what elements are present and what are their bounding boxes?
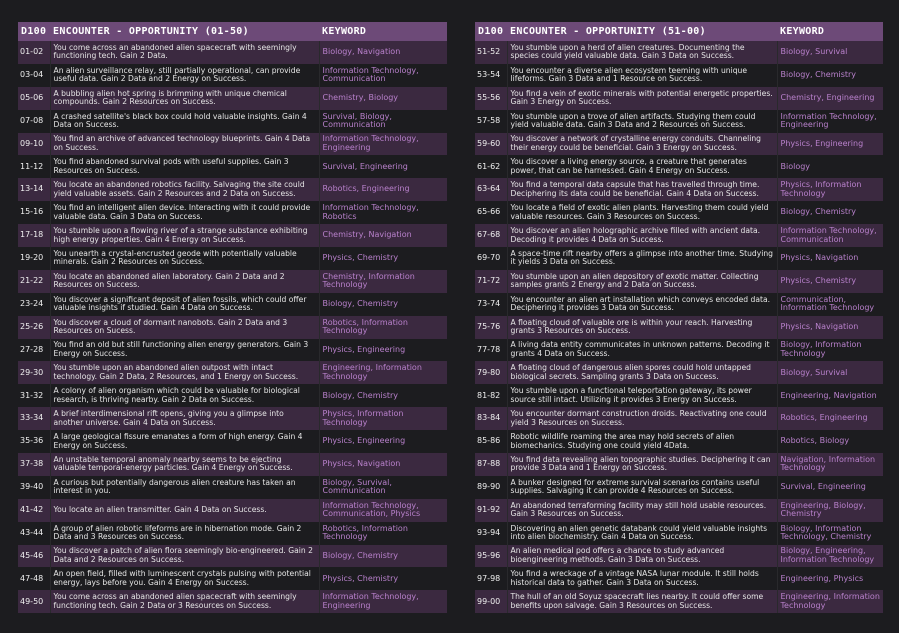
header-d100: D100 — [18, 22, 50, 41]
keyword-cell: Biology, Chemistry — [777, 201, 883, 224]
table-row — [18, 430, 447, 453]
table-row — [18, 545, 447, 568]
keyword-cell: Physics, Information Technology — [319, 407, 447, 430]
keyword-cell: Engineering, Information Technology — [777, 590, 883, 613]
encounter-text: A space-time rift nearby offers a glimpse into another time. Studying it yields 3 Data on Success. — [507, 247, 777, 270]
keyword-cell: Chemistry, Engineering — [777, 87, 883, 110]
roll-range: 67-68 — [475, 224, 507, 247]
table-row — [18, 247, 447, 270]
encounter-text: You come across an abandoned alien spacecraft with seemingly functioning tech. Gain 2 Data. — [50, 41, 319, 64]
roll-range: 29-30 — [18, 361, 50, 384]
roll-range: 41-42 — [18, 499, 50, 522]
keyword-cell: Physics, Navigation — [777, 316, 883, 339]
table-row — [475, 522, 883, 545]
keyword-cell: Biology, Engineering, Information Technology — [777, 545, 883, 568]
roll-range: 93-94 — [475, 522, 507, 545]
table-row — [18, 178, 447, 201]
table-row — [475, 224, 883, 247]
table-row — [18, 87, 447, 110]
keyword-cell: Physics, Chemistry — [319, 247, 447, 270]
encounter-text: The hull of an old Soyuz spacecraft lies nearby. It could offer some benefits upon salvage. Gain 3 Resources on Success. — [507, 590, 777, 613]
encounter-text: A large geological fissure emanates a form of high energy. Gain 4 Energy on Success. — [50, 430, 319, 453]
table-row — [475, 64, 883, 87]
roll-range: 57-58 — [475, 110, 507, 133]
encounter-text: You locate an abandoned robotics facility. Salvaging the site could yield valuable assets. Gain 2 Resources and 2 Data on Success. — [50, 178, 319, 201]
table-row — [18, 567, 447, 590]
opportunity-table-51-00 — [475, 22, 883, 613]
keyword-cell: Engineering, Navigation — [777, 384, 883, 407]
roll-range: 23-24 — [18, 293, 50, 316]
encounter-text: You stumble upon a herd of alien creatures. Documenting the species could yield valuable data. Gain 3 Data on Success. — [507, 41, 777, 64]
encounter-text: You find data revealing alien topographic studies. Deciphering it can provide 3 Data and 1 Energy on Success. — [507, 453, 777, 476]
encounter-text: You find a temporal data capsule that has travelled through time. Deciphering its data could be beneficial. Gain 4 Data on Success. — [507, 178, 777, 201]
roll-range: 73-74 — [475, 293, 507, 316]
roll-range: 75-76 — [475, 316, 507, 339]
keyword-cell: Communication, Information Technology — [777, 293, 883, 316]
table-row — [18, 270, 447, 293]
keyword-cell: Engineering, Information Technology — [319, 361, 447, 384]
roll-range: 21-22 — [18, 270, 50, 293]
keyword-cell: Survival, Biology, Communication — [319, 110, 447, 133]
keyword-cell: Survival, Engineering — [319, 155, 447, 178]
keyword-cell: Physics, Chemistry — [777, 270, 883, 293]
table-row — [475, 41, 883, 64]
table-row — [475, 453, 883, 476]
encounter-text: A brief interdimensional rift opens, giving you a glimpse into another universe. Gain 4 Data on Success. — [50, 407, 319, 430]
table-row — [475, 567, 883, 590]
table-row — [18, 224, 447, 247]
table-row — [18, 293, 447, 316]
roll-range: 77-78 — [475, 339, 507, 362]
keyword-cell: Engineering, Biology, Chemistry — [777, 499, 883, 522]
encounter-text: You stumble upon an abandoned alien outpost with intact technology. Gain 2 Data, 2 Resources, and 1 Energy on Success. — [50, 361, 319, 384]
encounter-text: You locate an alien transmitter. Gain 4 Data on Success. — [50, 499, 319, 522]
keyword-cell: Biology, Chemistry — [319, 384, 447, 407]
encounter-text: You find a vein of exotic minerals with potential energetic properties. Gain 3 Energy on Success. — [507, 87, 777, 110]
table-row — [18, 384, 447, 407]
table-row — [475, 476, 883, 499]
encounter-text: An open field, filled with luminescent crystals pulsing with potential energy, lays before you. Gain 4 Energy on Success. — [50, 567, 319, 590]
table-row — [475, 499, 883, 522]
roll-range: 83-84 — [475, 407, 507, 430]
roll-range: 19-20 — [18, 247, 50, 270]
keyword-cell: Biology, Chemistry — [319, 293, 447, 316]
keyword-cell: Physics, Information Technology — [777, 178, 883, 201]
keyword-cell: Biology, Survival — [777, 41, 883, 64]
opportunity-table-01-50 — [18, 22, 447, 613]
roll-range: 43-44 — [18, 522, 50, 545]
encounter-text: You find a wreckage of a vintage NASA lunar module. It still holds historical data to gather. Gain 3 Data on Success. — [507, 567, 777, 590]
roll-range: 91-92 — [475, 499, 507, 522]
table-row — [475, 133, 883, 156]
table-row — [475, 178, 883, 201]
roll-range: 05-06 — [18, 87, 50, 110]
roll-range: 63-64 — [475, 178, 507, 201]
roll-range: 95-96 — [475, 545, 507, 568]
keyword-cell: Information Technology, Communication — [319, 64, 447, 87]
encounter-text: Robotic wildlife roaming the area may hold secrets of alien biomechanics. Studying one could yield 4Data. — [507, 430, 777, 453]
encounter-text: You discover a cloud of dormant nanobots. Gain 2 Data and 3 Resources on Sucess. — [50, 316, 319, 339]
keyword-cell: Robotics, Information Technology — [319, 522, 447, 545]
keyword-cell: Information Technology, Engineering — [777, 110, 883, 133]
table-row — [475, 293, 883, 316]
keyword-cell: Robotics, Engineering — [319, 178, 447, 201]
table-header-row — [18, 22, 447, 41]
encounter-text: A crashed satellite's black box could hold valuable insights. Gain 4 Data on Success. — [50, 110, 319, 133]
table-row — [475, 316, 883, 339]
roll-range: 79-80 — [475, 361, 507, 384]
roll-range: 85-86 — [475, 430, 507, 453]
keyword-cell: Robotics, Information Technology — [319, 316, 447, 339]
encounter-text: You discover an alien holographic archive filled with ancient data. Decoding it provides 4 Data on Success. — [507, 224, 777, 247]
roll-range: 35-36 — [18, 430, 50, 453]
encounter-text: You encounter a diverse alien ecosystem teeming with unique lifeforms. Gain 3 Data and 1 Resource on Success. — [507, 64, 777, 87]
table-row — [475, 110, 883, 133]
table-row — [475, 270, 883, 293]
roll-range: 07-08 — [18, 110, 50, 133]
encounter-text: An unstable temporal anomaly nearby seems to be ejecting valuable temporal-energy particles. Gain 4 Energy on Success. — [50, 453, 319, 476]
roll-range: 71-72 — [475, 270, 507, 293]
roll-range: 33-34 — [18, 407, 50, 430]
encounter-text: You unearth a crystal-encrusted geode with potentially valuable minerals. Gain 2 Resources on Success. — [50, 247, 319, 270]
roll-range: 15-16 — [18, 201, 50, 224]
roll-range: 49-50 — [18, 590, 50, 613]
roll-range: 89-90 — [475, 476, 507, 499]
keyword-cell: Chemistry, Biology — [319, 87, 447, 110]
encounter-text: You find an intelligent alien device. Interacting with it could provide valuable data. Gain 3 Data on Success. — [50, 201, 319, 224]
keyword-cell: Engineering, Physics — [777, 567, 883, 590]
header-keyword: KEYWORD — [319, 22, 447, 41]
encounter-text: You stumble upon a flowing river of a strange substance exhibiting high energy properties. Gain 4 Energy on Success. — [50, 224, 319, 247]
table-row — [18, 407, 447, 430]
encounter-text: You stumble upon a functional teleportation gateway, its power source still intact. Utilizing it provides 3 Energy on Success. — [507, 384, 777, 407]
keyword-cell: Biology — [777, 155, 883, 178]
keyword-cell: Physics, Engineering — [319, 339, 447, 362]
keyword-cell: Biology, Survival, Communication — [319, 476, 447, 499]
table-header-row — [475, 22, 883, 41]
table-row — [475, 430, 883, 453]
encounter-text: A group of alien robotic lifeforms are in hibernation mode. Gain 2 Data and 3 Resources on Success. — [50, 522, 319, 545]
roll-range: 53-54 — [475, 64, 507, 87]
encounter-text: A living data entity communicates in unknown patterns. Decoding it grants 4 Data on Success. — [507, 339, 777, 362]
encounter-text: An alien medical pod offers a chance to study advanced bioengineering methods. Gain 3 Data on Success. — [507, 545, 777, 568]
keyword-cell: Biology, Navigation — [319, 41, 447, 64]
roll-range: 47-48 — [18, 567, 50, 590]
encounter-text: A colony of alien organism which could be valuable for biological research, is thriving nearby. Gain 2 Data on Success. — [50, 384, 319, 407]
keyword-cell: Physics, Navigation — [319, 453, 447, 476]
keyword-cell: Information Technology, Robotics — [319, 201, 447, 224]
table-row — [475, 339, 883, 362]
table-row — [18, 110, 447, 133]
table-row — [475, 545, 883, 568]
encounter-text: Discovering an alien genetic databank could yield valuable insights into alien biochemistry. Gain 4 Data on Success. — [507, 522, 777, 545]
table-row — [18, 522, 447, 545]
encounter-text: You find abandoned survival pods with useful supplies. Gain 3 Resources on Success. — [50, 155, 319, 178]
roll-range: 17-18 — [18, 224, 50, 247]
header-keyword: KEYWORD — [777, 22, 883, 41]
encounter-text: You locate a field of exotic alien plants. Harvesting them could yield valuable resources. Gain 3 Resources on Success. — [507, 201, 777, 224]
encounter-text: A curious but potentially dangerous alien creature has taken an interest in you. — [50, 476, 319, 499]
encounter-text: A bunker designed for extreme survival scenarios contains useful supplies. Salvaging it can provide 4 Resources on Success. — [507, 476, 777, 499]
encounter-text: You locate an abandoned alien laboratory. Gain 2 Data and 2 Resources on Success. — [50, 270, 319, 293]
table-row — [475, 407, 883, 430]
table-row — [18, 155, 447, 178]
header-encounter: ENCOUNTER - OPPORTUNITY (51-00) — [507, 22, 777, 41]
table-row — [475, 155, 883, 178]
roll-range: 37-38 — [18, 453, 50, 476]
keyword-cell: Survival, Engineering — [777, 476, 883, 499]
keyword-cell: Physics, Chemistry — [319, 567, 447, 590]
encounter-text: You find an archive of advanced technology blueprints. Gain 4 Data on Success. — [50, 133, 319, 156]
keyword-cell: Robotics, Engineering — [777, 407, 883, 430]
roll-range: 11-12 — [18, 155, 50, 178]
keyword-cell: Physics, Navigation — [777, 247, 883, 270]
table-row — [18, 590, 447, 613]
table-row — [18, 339, 447, 362]
table-row — [18, 133, 447, 156]
header-d100: D100 — [475, 22, 507, 41]
roll-range: 61-62 — [475, 155, 507, 178]
keyword-cell: Physics, Engineering — [777, 133, 883, 156]
roll-range: 65-66 — [475, 201, 507, 224]
roll-range: 27-28 — [18, 339, 50, 362]
keyword-cell: Information Technology, Communication — [777, 224, 883, 247]
header-encounter: ENCOUNTER - OPPORTUNITY (01-50) — [50, 22, 319, 41]
roll-range: 99-00 — [475, 590, 507, 613]
roll-range: 03-04 — [18, 64, 50, 87]
table-row — [18, 361, 447, 384]
encounter-text: You encounter an alien art installation which conveys encoded data. Deciphering it provides 3 Data on Success. — [507, 293, 777, 316]
roll-range: 59-60 — [475, 133, 507, 156]
roll-range: 01-02 — [18, 41, 50, 64]
roll-range: 55-56 — [475, 87, 507, 110]
roll-range: 39-40 — [18, 476, 50, 499]
roll-range: 13-14 — [18, 178, 50, 201]
encounter-text: You stumble upon a trove of alien artifacts. Studying them could yield valuable data. Gain 3 Data and 2 Resources on Success. — [507, 110, 777, 133]
encounter-text: You stumble upon an alien depository of exotic matter. Collecting samples grants 2 Energy and 2 Data on Success. — [507, 270, 777, 293]
keyword-cell: Information Technology, Engineering — [319, 133, 447, 156]
encounter-text: You encounter dormant construction droids. Reactivating one could yield 3 Resources on Success. — [507, 407, 777, 430]
keyword-cell: Physics, Engineering — [319, 430, 447, 453]
encounter-text: An abandoned terraforming facility may still hold usable resources. Gain 3 Resources on Success. — [507, 499, 777, 522]
table-row — [18, 476, 447, 499]
roll-range: 51-52 — [475, 41, 507, 64]
keyword-cell: Biology, Information Technology, Chemistry — [777, 522, 883, 545]
table-row — [475, 247, 883, 270]
roll-range: 81-82 — [475, 384, 507, 407]
keyword-cell: Biology, Survival — [777, 361, 883, 384]
keyword-cell: Information Technology, Engineering — [319, 590, 447, 613]
table-row — [475, 384, 883, 407]
encounter-text: You come across an abandoned alien spacecraft with seemingly functioning tech. Gain 2 Data or 3 Resources on Success. — [50, 590, 319, 613]
table-row — [18, 201, 447, 224]
encounter-text: You discover a patch of alien flora seemingly bio-engineered. Gain 2 Data and 2 Resources on Success. — [50, 545, 319, 568]
encounter-text: You discover a network of crystalline energy conduits. Channeling their energy could be beneficial. Gain 3 Energy on Success. — [507, 133, 777, 156]
keyword-cell: Robotics, Biology — [777, 430, 883, 453]
roll-range: 87-88 — [475, 453, 507, 476]
encounter-text: You find an old but still functioning alien energy generators. Gain 3 Energy on Success. — [50, 339, 319, 362]
roll-range: 09-10 — [18, 133, 50, 156]
encounter-text: A floating cloud of dangerous alien spores could hold untapped biological secrets. Sampling grants 3 Data on Success. — [507, 361, 777, 384]
encounter-text: A floating cloud of valuable ore is within your reach. Harvesting grants 3 Resources on Success. — [507, 316, 777, 339]
keyword-cell: Biology, Chemistry — [319, 545, 447, 568]
encounter-text: You discover a living energy source, a creature that generates power, that can be harnessed. Gain 4 Energy on Success. — [507, 155, 777, 178]
table-row — [18, 499, 447, 522]
roll-range: 25-26 — [18, 316, 50, 339]
encounter-text: An alien surveillance relay, still partially operational, can provide useful data. Gain 2 Data and 2 Energy on Success. — [50, 64, 319, 87]
table-row — [475, 361, 883, 384]
keyword-cell: Information Technology, Communication, Physics — [319, 499, 447, 522]
table-row — [475, 201, 883, 224]
roll-range: 31-32 — [18, 384, 50, 407]
keyword-cell: Chemistry, Information Technology — [319, 270, 447, 293]
table-row — [18, 453, 447, 476]
encounter-text: A bubbling alien hot spring is brimming with unique chemical compounds. Gain 2 Resources on Success. — [50, 87, 319, 110]
table-row — [18, 41, 447, 64]
encounter-text: You discover a significant deposit of alien fossils, which could offer valuable insights if studied. Gain 4 Data on Success. — [50, 293, 319, 316]
keyword-cell: Biology, Chemistry — [777, 64, 883, 87]
table-row — [475, 590, 883, 613]
roll-range: 45-46 — [18, 545, 50, 568]
keyword-cell: Navigation, Information Technology — [777, 453, 883, 476]
roll-range: 97-98 — [475, 567, 507, 590]
table-row — [475, 87, 883, 110]
roll-range: 69-70 — [475, 247, 507, 270]
table-row — [18, 64, 447, 87]
keyword-cell: Chemistry, Navigation — [319, 224, 447, 247]
keyword-cell: Biology, Information Technology — [777, 339, 883, 362]
table-row — [18, 316, 447, 339]
